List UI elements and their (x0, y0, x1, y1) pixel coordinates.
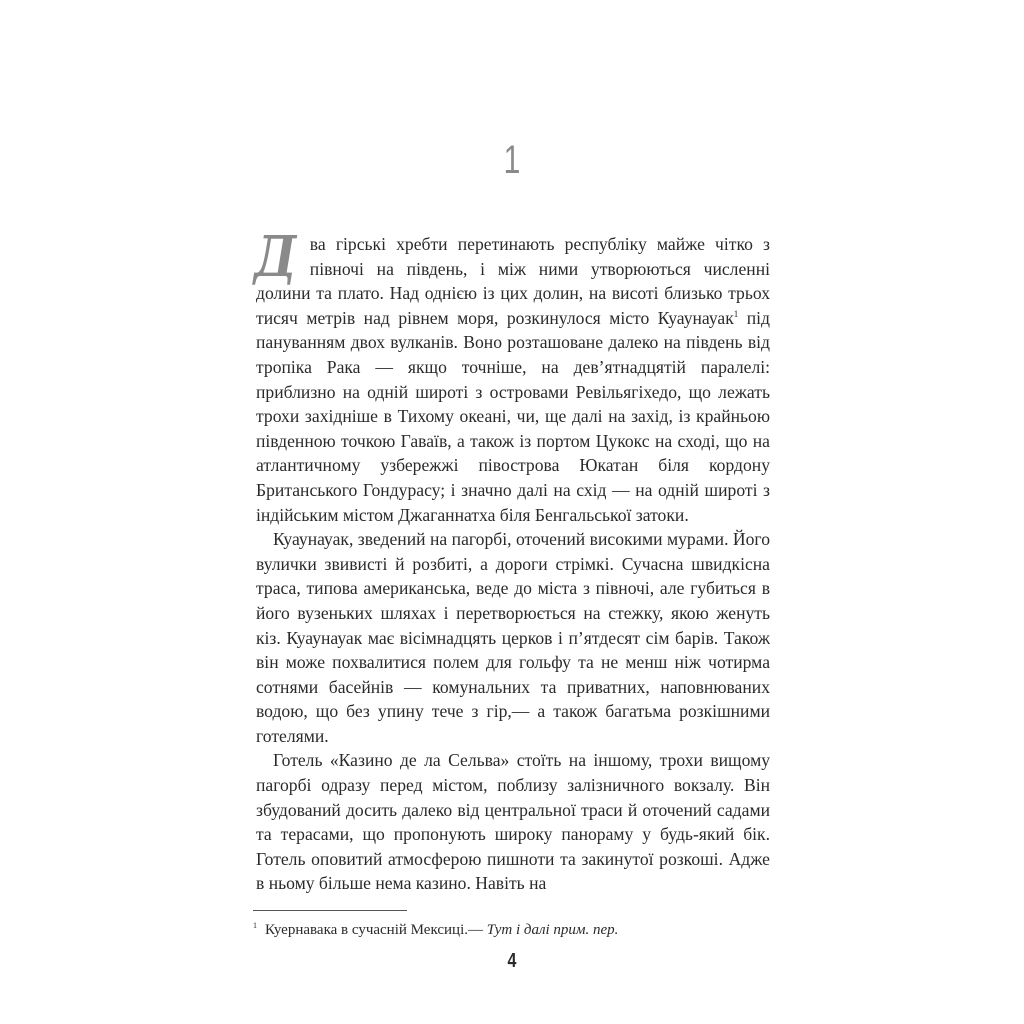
footnote-reference[interactable]: 1 (733, 308, 739, 319)
paragraph-3: Готель «Казино де ла Сельва» стоїть на іншому, трохи вищому пагорбі одразу перед містом, поблизу залізничного вокзалу. Він збудований досить далеко від центральної траси й оточений садами та терасами, що пропонують широку панораму у будь-який бік. Готель оповитий атмосферою пишноти та закинутої розкоші. Адже в ньому більше нема казино. Навіть на (256, 750, 770, 894)
paragraph-2: Куаунауак, зведений на пагорбі, оточений високими мурами. Його вулички звивисті й розбиті, а дороги стрімкі. Сучасна швидкісна траса, типова американська, веде до міста з півночі, але губиться в його вузеньких шляхах і перетворюється на стежку, якою женуть кіз. Куаунауак має вісімнадцять церков і п’ятдесят сім барів. Також він може похвалитися полем для гольфу та не менш ніж чотирма сотнями басейнів — комунальних та приватних, наповнюваних водою, що без упину тече з гір,— а також багатьма розкішними готелями. (256, 529, 770, 746)
footnote-divider (253, 910, 407, 911)
footnote-mark: 1 (253, 921, 257, 930)
paragraph-1 (254, 224, 770, 527)
footnote-italic-text: Тут і далі прим. пер. (486, 922, 619, 938)
body-text (254, 224, 770, 896)
page-number: 4 (507, 950, 517, 972)
paragraph-1-text: ва гірські хребти перетинають республіку майже чітко з півночі на південь, і між ними утворюються численні долини та плато. Над однією із цих долин, на висоті близько трьох тисяч метрів над рівнем моря, розкинулося місто Куаунауак (256, 234, 770, 328)
footnote (253, 915, 773, 941)
footnote-text: Куернавака в сучасній Мексиці.— (265, 922, 487, 938)
chapter-number: 1 (503, 138, 521, 182)
paragraph-1-rest: під пануванням двох вулканів. Воно розташоване далеко на південь від тропіка Рака — якщо точніше, на дев’ятнадцятій паралелі: приблизно на одній широті з островами Ревільягіхедо, що лежать трохи західніше в Тихому океані, чи, ще далі на захід, із крайньою південною точкою Гаваїв, а також із портом Цукокс на сході, що на атлантичному узбережжі півострова Юкатан біля кордону Британського Гондурасу; і значно далі на схід — на одній широті з індійським містом Джаганнатха біля Бенгальської затоки. (256, 307, 770, 525)
drop-cap: Д (254, 224, 297, 290)
